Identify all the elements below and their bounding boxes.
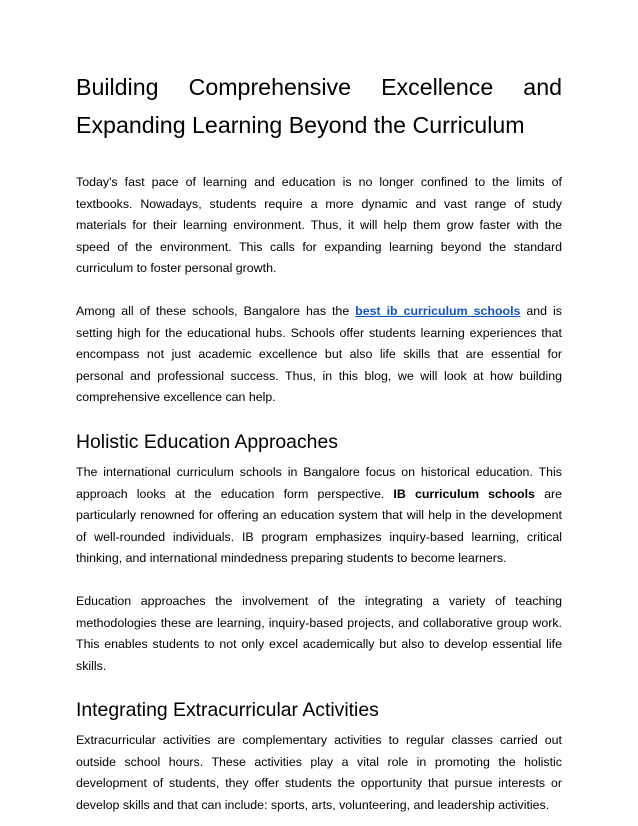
extracurricular-heading: Integrating Extracurricular Activities [76,699,379,722]
bangalore-paragraph-text-after: and is setting high for the educational hubs. Schools offer students learning experiences that encompass not just academic excellence but also life skills that are essential for personal and professional success. Thus, in this blog, we will look at how building comprehensive excellence can help. [76,303,562,405]
holistic-education-heading: Holistic Education Approaches [76,430,338,453]
holistic-paragraph-2: Education approaches the involvement of the integrating a variety of teaching methodologies these are learning, inquiry-based projects, and collaborative group work. This enables students to not only excel academically but also to develop essential life skills. [76,593,562,673]
best-ib-curriculum-schools-link[interactable]: best ib curriculum schools [355,303,521,318]
extracurricular-paragraph: Extracurricular activities are complementary activities to regular classes carried out outside school hours. These activities play a vital role in promoting the holistic development of students, they offer students the opportunity that pursue interests or develop skills and that can include: sports, arts, volunteering, and leadership activities. [76,733,562,813]
holistic-paragraph-1-after: are particularly renowned for offering an education system that will help in the development of well-rounded individuals. IB program emphasizes inquiry-based learning, critical thinking, and international mindedness preparing students to become learners. [76,486,562,566]
holistic-paragraph-1 [76,462,562,570]
holistic-paragraph-1-before: The international curriculum schools in Bangalore focus on historical education. This approach looks at the education form perspective. [76,464,562,501]
ib-curriculum-schools-bold: IB curriculum schools [393,486,535,501]
bangalore-paragraph [76,301,562,409]
document-title: Building Comprehensive Excellence and Expanding Learning Beyond the Curriculum [76,74,562,138]
bangalore-paragraph-text-before: Among all of these schools, Bangalore has the [76,303,356,318]
intro-paragraph: Today's fast pace of learning and education is no longer confined to the limits of textbooks. Nowadays, students require a more dynamic and vast range of study materials for their learning environment. Thus, it will help them grow faster with the speed of the environment. This calls for expanding learning beyond the standard curriculum to foster personal growth. [76,175,562,276]
